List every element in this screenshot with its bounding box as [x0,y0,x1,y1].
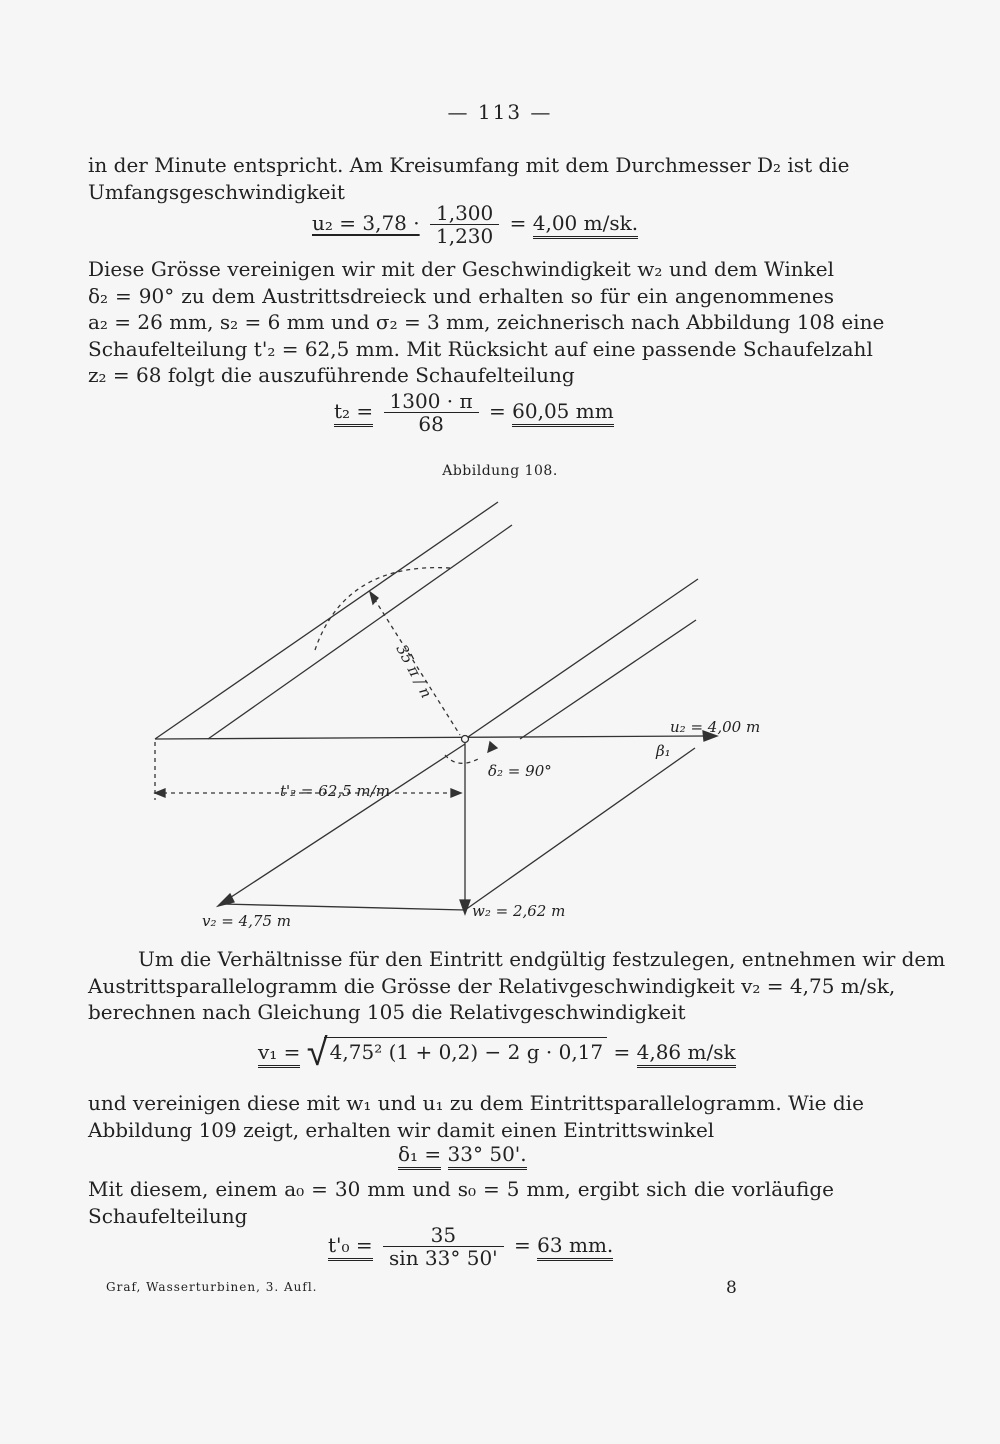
label-w2: w₂ = 2,62 m [472,902,566,920]
page-number: — 113 — [447,100,553,124]
footer-sheet-number: 8 [726,1278,737,1298]
equation-result: 4,00 m/sk. [533,211,638,239]
label-delta2: δ₂ = 90° [488,762,552,780]
text-line: Umfangsgeschwindigkeit [88,179,345,204]
text-line: und vereinigen diese mit w₁ und u₁ zu dem Eintrittsparallelogramm. Wie die [88,1091,864,1115]
text-line: δ₂ = 90° zu dem Austrittsdreieck und erhalten so für ein angenommenes [88,283,834,308]
numerator: 35 [383,1224,504,1247]
blade-line-3 [465,579,698,739]
equation-result: 33° 50'. [448,1142,527,1170]
u2-vector [155,736,705,739]
text-line: Austrittsparallelogramm die Grösse der Relativgeschwindigkeit v₂ = 4,75 m/sk, [88,973,896,998]
paragraph-1 [88,152,850,205]
equation-lhs: v₁ = [258,1040,300,1068]
text-line: Mit diesem, einem a₀ = 30 mm und s₀ = 5 mm, ergibt sich die vorläufige [88,1177,834,1201]
numerator: 1300 · π [384,390,479,413]
footer-source: Graf, Wasserturbinen, 3. Aufl. [106,1280,318,1294]
text-line: Abbildung 109 zeigt, erhalten wir damit einen Eintrittswinkel [88,1117,715,1142]
dim-arrow-top [370,592,378,604]
text-line: berechnen nach Gleichung 105 die Relativgeschwindigkeit [88,1000,686,1024]
equals-sign: = [514,1233,531,1257]
angle-arrow [488,742,497,752]
blade-line-1 [155,502,498,739]
fraction [384,390,479,435]
text-line: a₂ = 26 mm, s₂ = 6 mm und σ₂ = 3 mm, zeichnerisch nach Abbildung 108 eine [88,310,885,334]
equation-result: 60,05 mm [512,399,614,427]
paragraph-2 [88,256,885,389]
equals-sign: = [509,211,527,235]
label-distance: 35 π / n [392,641,436,702]
text-line: in der Minute entspricht. Am Kreisumfang mit dem Durchmesser D₂ ist die [88,153,850,177]
fraction [383,1224,504,1269]
sqrt-symbol: √ [306,1030,328,1074]
equation-result: 63 mm. [537,1233,613,1261]
equation-t0 [328,1224,613,1269]
equation-u2 [312,202,638,247]
equation-lhs: t'₀ = [328,1233,373,1261]
denominator: 68 [418,412,444,436]
label-beta: β₁ [656,742,671,760]
equation-v1 [258,1030,736,1075]
paragraph-4 [88,1090,864,1143]
arc-dashed [315,568,450,650]
angle-arc [445,755,480,763]
dim-arrow-right [451,789,461,797]
pivot-point [462,736,469,743]
denominator: sin 33° 50' [389,1246,498,1270]
equation-lhs: δ₁ = [398,1142,441,1170]
text-line: Um die Verhältnisse für den Eintritt endgültig festzulegen, entnehmen wir dem [138,947,946,971]
equation-lhs: u₂ = 3,78 · [312,211,420,235]
equation-t2 [334,390,614,435]
denominator: 1,230 [435,224,494,248]
equals-sign: = [613,1040,631,1064]
equation-lhs: t₂ = [334,399,373,427]
equals-sign: = [489,399,506,423]
label-t2: t'₂ = 62,5 m/m [280,782,390,800]
paragraph-3 [88,946,946,1026]
fraction [430,202,499,247]
label-v2: v₂ = 4,75 m [202,912,291,930]
text-line: z₂ = 68 folgt die auszuführende Schaufelteilung [88,363,575,387]
dim-arrow-left [155,789,165,797]
text-line: Diese Grösse vereinigen wir mit der Geschwindigkeit w₂ und dem Winkel [88,257,834,281]
blade-line-2 [208,525,512,739]
figure-108-diagram [140,490,800,930]
equation-result: 4,86 m/sk [637,1040,736,1068]
label-u2: u₂ = 4,00 m [670,718,761,736]
text-line: Schaufelteilung t'₂ = 62,5 mm. Mit Rücksicht auf eine passende Schaufelzahl [88,336,873,361]
base-line [222,904,465,910]
paragraph-5 [88,1176,834,1229]
sqrt-radicand: 4,75² (1 + 0,2) − 2 g · 0,17 [324,1037,607,1064]
text-line: Schaufelteilung [88,1203,248,1228]
v2-vector [222,744,465,903]
equation-delta1 [398,1142,527,1166]
numerator: 1,300 [430,202,499,225]
figure-caption: Abbildung 108. [442,463,558,479]
